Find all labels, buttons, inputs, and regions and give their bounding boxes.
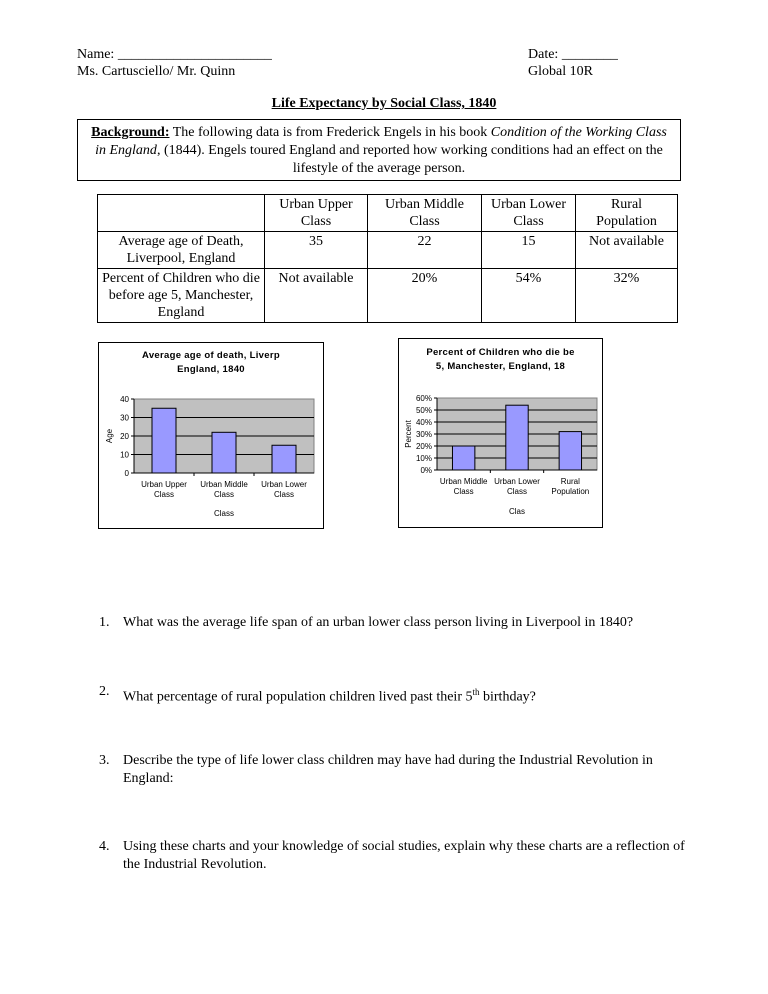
x-tick-label: Urban Middle — [200, 480, 248, 489]
question-text-part: birthday? — [479, 689, 536, 705]
question-text: What was the average life span of an urban lower class person living in Liverpool in 1840? — [123, 615, 634, 630]
y-axis-label: Percent — [404, 420, 413, 448]
chart-percent-children-died — [398, 338, 603, 528]
bar — [152, 408, 176, 473]
table-cell: 54% — [482, 269, 576, 323]
y-tick-label: 50% — [415, 406, 432, 415]
question-2 — [99, 683, 699, 703]
y-tick-label: 0% — [420, 466, 432, 475]
table-header-cell — [98, 195, 265, 232]
y-tick-label: 20% — [415, 442, 432, 451]
x-tick-label: Urban Upper — [141, 480, 187, 489]
chart-title: 5, Manchester, England, 18 — [435, 361, 566, 372]
question-number: 2. — [99, 684, 110, 699]
question-text-part: What percentage of rural population children lived past their 5 — [123, 689, 473, 705]
y-tick-label: 60% — [415, 394, 432, 403]
table-row — [98, 269, 678, 323]
y-tick-label: 20 — [120, 432, 129, 441]
y-tick-label: 10 — [120, 450, 129, 460]
table-cell: Not available — [265, 269, 368, 323]
table-cell: 35 — [265, 232, 368, 269]
question-4 — [99, 838, 699, 878]
y-tick-label: 30 — [120, 413, 129, 423]
background-book-title: Condition of the Working Class in England — [95, 125, 667, 158]
bar — [506, 405, 528, 470]
chart-title: England, 1840 — [177, 364, 245, 375]
chart-svg — [99, 343, 323, 528]
x-tick-label: Population — [551, 487, 590, 496]
y-tick-label: 40 — [120, 395, 129, 404]
table-header-cell: Urban Lower Class — [482, 195, 576, 232]
x-tick-label: Rural — [560, 477, 580, 486]
chart-title: Average age of death, Liverp — [142, 350, 280, 361]
x-tick-label: Class — [506, 487, 528, 496]
teachers-line: Ms. Cartusciello/ Mr. Quinn — [77, 64, 236, 79]
bar — [452, 446, 474, 470]
x-tick-label: Class — [273, 490, 295, 499]
table-cell: Percent of Children who die before age 5, Manchester, England — [98, 269, 265, 323]
table-cell: 22 — [368, 232, 482, 269]
x-tick-label: Class — [153, 490, 175, 499]
bar — [272, 445, 296, 473]
question-3 — [99, 752, 699, 792]
x-tick-label: Urban Lower — [494, 477, 540, 486]
y-axis-label: Age — [105, 428, 114, 444]
table-header-cell: Rural Population — [576, 195, 678, 232]
bar — [212, 432, 236, 473]
question-text: Using these charts and your knowledge of social studies, explain why these charts are a reflection of the Industrial Revolution. — [123, 839, 685, 872]
name-field-label: Name: ______________________ — [77, 47, 272, 62]
table-cell: Not available — [576, 232, 678, 269]
table-header-cell: Urban Middle Class — [368, 195, 482, 232]
table-header-cell: Urban Upper Class — [265, 195, 368, 232]
data-table — [97, 194, 678, 323]
table-cell: 15 — [482, 232, 576, 269]
page-title: Life Expectancy by Social Class, 1840 — [271, 96, 497, 111]
chart-svg — [399, 339, 602, 527]
background-text-2: , (1844). Engels toured England and reported how working conditions had an effect on the lifestyle of the average person. — [156, 143, 663, 176]
background-box — [77, 119, 681, 181]
chart-title: Percent of Children who die be — [426, 347, 575, 358]
x-tick-label: Class — [213, 490, 235, 499]
question-number: 1. — [99, 615, 110, 630]
y-tick-label: 10% — [415, 454, 432, 463]
question-number: 3. — [99, 753, 110, 768]
table-cell: 20% — [368, 269, 482, 323]
y-tick-label: 0 — [124, 469, 129, 478]
y-tick-label: 30% — [415, 430, 432, 439]
question-text: Describe the type of life lower class children may have had during the Industrial Revolution in England: — [123, 753, 653, 786]
x-tick-label: Class — [453, 487, 474, 496]
background-label: Background: — [91, 125, 170, 140]
question-text — [123, 683, 693, 707]
x-axis-label: Clas — [508, 507, 526, 516]
table-cell: 32% — [576, 269, 678, 323]
table-row — [98, 232, 678, 269]
background-text-1: The following data is from Frederick Engels in his book — [169, 125, 491, 140]
bar — [559, 432, 581, 470]
y-tick-label: 40% — [415, 418, 432, 427]
superscript-ordinal: th — [472, 687, 480, 697]
course-line: Global 10R — [528, 64, 593, 79]
question-number: 4. — [99, 839, 110, 854]
table-cell: Average age of Death, Liverpool, England — [98, 232, 265, 269]
x-axis-label: Class — [213, 509, 235, 518]
x-tick-label: Urban Lower — [261, 480, 307, 489]
chart-average-age-of-death — [98, 342, 324, 529]
x-tick-label: Urban Middle — [439, 477, 488, 486]
date-field-label: Date: ________ — [528, 47, 618, 62]
table-header-row — [98, 195, 678, 232]
question-1 — [99, 614, 699, 634]
